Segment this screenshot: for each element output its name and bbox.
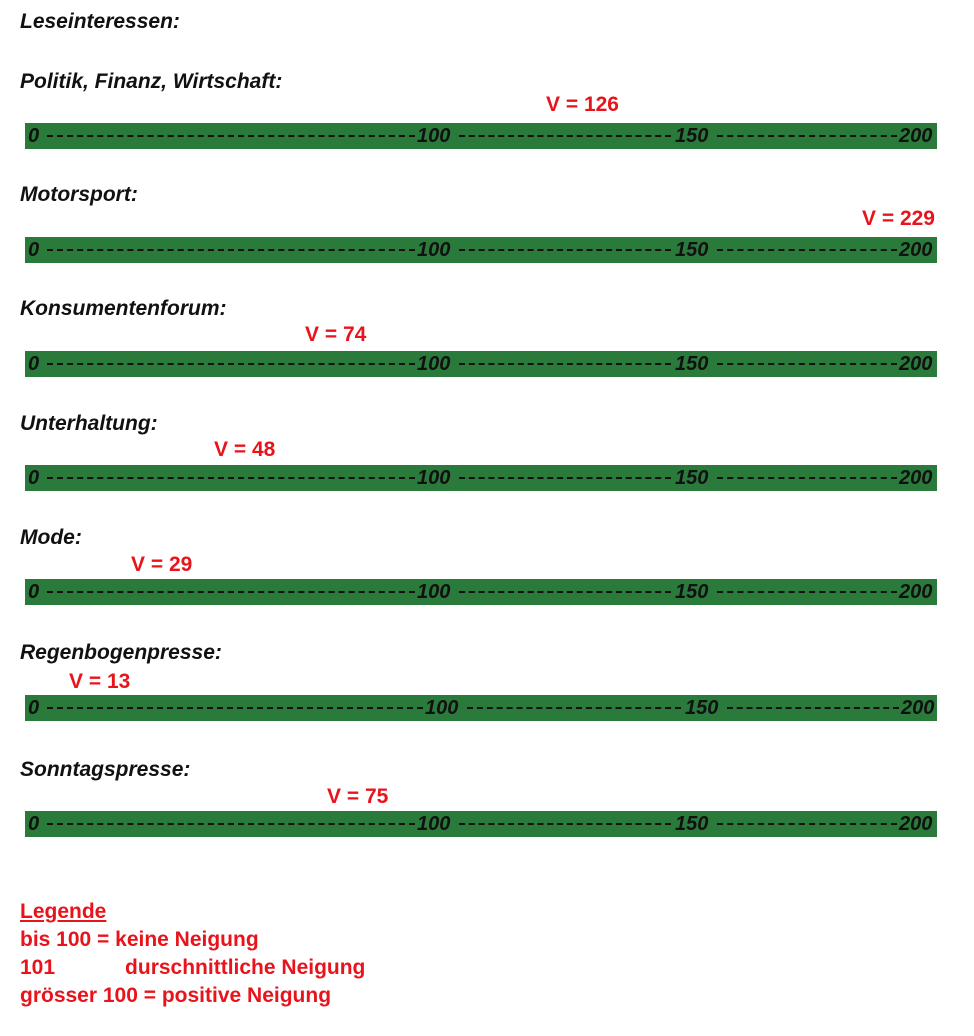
section-title-konsumentenforum: Konsumentenforum: [20,297,227,320]
scale-max: 200 [899,239,933,261]
scale-min: 0 [28,581,40,603]
scale-max: 200 [899,353,933,375]
legend-line-1: bis 100 = keine Neigung [20,928,259,951]
scale-max: 200 [901,697,935,719]
legend-line-2-text: durschnittliche Neigung [125,956,366,979]
scale-max: 200 [899,813,933,835]
scale-min: 0 [28,813,40,835]
scale-min: 0 [28,697,40,719]
dash-line [459,477,671,479]
legend-line-2-number: 101 [20,956,56,979]
legend [20,898,365,1010]
dash-line [47,135,415,137]
section-title-mode: Mode: [20,526,82,549]
scale-100: 100 [417,581,451,603]
value-label-mode: V = 29 [131,553,193,576]
legend-line-2 [20,954,365,982]
scale-max: 200 [899,125,933,147]
dash-line [47,707,423,709]
value-label-politik: V = 126 [546,93,619,116]
scale-150: 150 [675,581,709,603]
dash-line [717,363,897,365]
scale-150: 150 [675,813,709,835]
dash-line [47,823,415,825]
scale-100: 100 [417,239,451,261]
section-title-politik: Politik, Finanz, Wirtschaft: [20,70,283,93]
scale-bar-sonntagspresse [25,811,937,837]
dash-line [717,477,897,479]
legend-title: Legende [20,900,107,923]
scale-min: 0 [28,239,40,261]
dash-line [717,135,897,137]
value-label-motorsport: V = 229 [862,207,935,230]
value-label-unterhaltung: V = 48 [214,438,276,461]
scale-150: 150 [675,467,709,489]
scale-bar-regenbogenpresse [25,695,937,721]
dash-line [727,707,899,709]
section-title-unterhaltung: Unterhaltung: [20,412,158,435]
legend-line-3: grösser 100 = positive Neigung [20,984,332,1007]
dash-line [717,591,897,593]
value-label-regenbogenpresse: V = 13 [69,670,131,693]
scale-bar-politik [25,123,937,149]
scale-100: 100 [425,697,459,719]
scale-150: 150 [675,239,709,261]
scale-bar-mode [25,579,937,605]
scale-bar-unterhaltung [25,465,937,491]
scale-150: 150 [675,125,709,147]
value-label-konsumentenforum: V = 74 [305,323,367,346]
scale-150: 150 [685,697,719,719]
section-title-motorsport: Motorsport: [20,183,138,206]
scale-100: 100 [417,125,451,147]
scale-bar-konsumentenforum [25,351,937,377]
scale-min: 0 [28,353,40,375]
dash-line [459,823,671,825]
dash-line [467,707,681,709]
section-title-sonntagspresse: Sonntagspresse: [20,758,191,781]
scale-100: 100 [417,813,451,835]
dash-line [717,249,897,251]
scale-150: 150 [675,353,709,375]
section-title-regenbogenpresse: Regenbogenpresse: [20,641,222,664]
dash-line [459,135,671,137]
dash-line [47,249,415,251]
scale-min: 0 [28,467,40,489]
scale-100: 100 [417,353,451,375]
dash-line [459,363,671,365]
scale-100: 100 [417,467,451,489]
scale-max: 200 [899,581,933,603]
dash-line [47,363,415,365]
dash-line [459,249,671,251]
scale-bar-motorsport [25,237,937,263]
value-label-sonntagspresse: V = 75 [327,785,389,808]
dash-line [47,477,415,479]
dash-line [717,823,897,825]
page-title: Leseinteressen: [20,10,180,33]
scale-min: 0 [28,125,40,147]
scale-max: 200 [899,467,933,489]
dash-line [47,591,415,593]
dash-line [459,591,671,593]
